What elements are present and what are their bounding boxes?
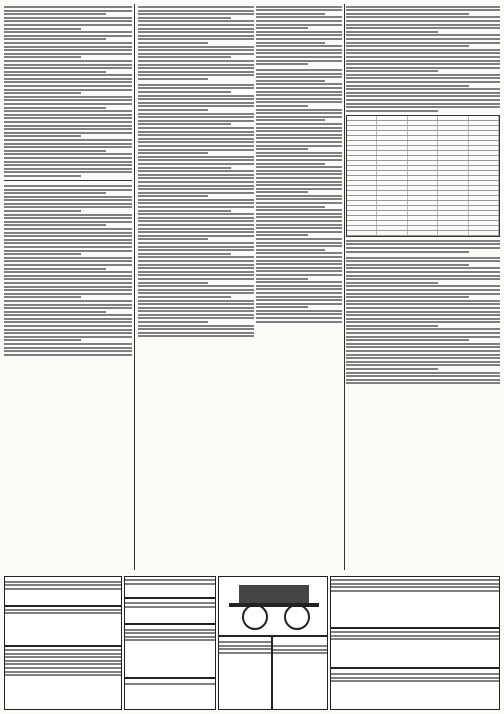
ad-aluminium [330,628,500,668]
ad-eicheln [124,678,216,710]
ad-right-top [330,576,500,628]
ad-center-top [124,576,216,598]
machine-illustration [219,577,327,635]
ad-left-bottom [4,646,122,710]
ad-price [218,636,272,710]
advertisements [4,576,500,710]
column-left [4,4,132,574]
column-right [346,4,500,574]
ad-motorpfluege [330,668,500,710]
market-table [346,115,500,237]
column-middle-2 [256,4,342,574]
ad-backmehl [124,624,216,678]
ad-machine [218,576,328,636]
ad-gebisse [4,606,122,646]
ad-left-top [4,576,122,606]
ad-center-mid [124,598,216,624]
ad-faesser [272,636,328,710]
column-middle [138,4,254,574]
